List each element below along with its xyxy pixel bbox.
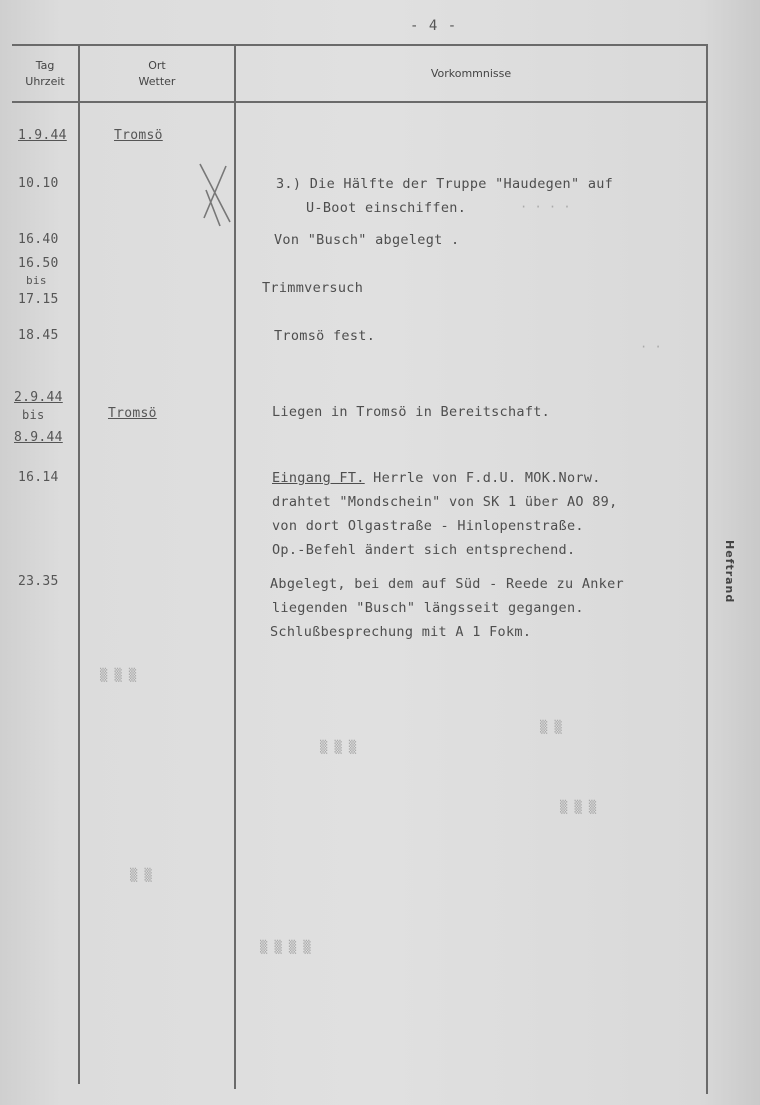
entry-6-line-4: Op.-Befehl ändert sich entsprechend. xyxy=(272,542,576,558)
row-time-11: 16.14 xyxy=(18,470,59,485)
row-time-9: bis xyxy=(22,408,45,422)
header-weather-label: Wetter xyxy=(138,75,176,88)
entry-6-line-1 xyxy=(272,470,601,486)
show-through-mark: ▒ ▒ ▒ xyxy=(320,740,357,754)
entry-1-line-2: U-Boot einschiffen. xyxy=(306,200,467,216)
entry-6-line-1-text: Herrle von F.d.U. MOK.Norw. xyxy=(364,470,601,486)
entry-5: Liegen in Tromsö in Bereitschaft. xyxy=(272,404,551,420)
row-time-1: 1.9.44 xyxy=(18,128,67,143)
header-bottom-border xyxy=(12,101,708,103)
show-through-mark: ▒ ▒ ▒ xyxy=(560,800,597,814)
entry-7-line-2: liegenden "Busch" längsseit gegangen. xyxy=(272,600,584,616)
row-place-8: Tromsö xyxy=(108,406,157,421)
show-through-mark: ▒ ▒ ▒ ▒ xyxy=(260,940,311,954)
row-time-6: 17.15 xyxy=(18,292,59,307)
entry-4: Tromsö fest. xyxy=(274,328,376,344)
entry-2: Von "Busch" abgelegt . xyxy=(274,232,460,248)
show-through-mark: ▒ ▒ xyxy=(540,720,562,734)
row-time-7: 18.45 xyxy=(18,328,59,343)
show-through-mark: · · · · xyxy=(520,200,571,214)
entry-7-line-3: Schlußbesprechung mit A 1 Fokm. xyxy=(270,624,532,640)
row-time-5: bis xyxy=(26,274,47,287)
entry-3: Trimmversuch xyxy=(262,280,364,296)
header-time-label: Uhrzeit xyxy=(25,75,65,88)
header-day-label: Tag xyxy=(35,59,55,72)
entry-6-prefix: Eingang FT. xyxy=(272,470,365,486)
header-place-label: Ort xyxy=(148,59,166,72)
entry-7-line-1: Abgelegt, bei dem auf Süd - Reede zu Anker xyxy=(270,576,624,592)
header-events xyxy=(236,66,706,82)
row-time-2: 10.10 xyxy=(18,176,59,191)
row-place-1: Tromsö xyxy=(114,128,163,143)
entry-6-line-2: drahtet "Mondschein" von SK 1 über AO 89, xyxy=(272,494,618,510)
show-through-mark: ▒ ▒ ▒ xyxy=(100,668,137,682)
show-through-mark: ▒ ▒ xyxy=(130,868,152,882)
header-day-time xyxy=(12,58,78,90)
handwritten-cross-mark xyxy=(196,160,236,230)
right-border xyxy=(706,44,708,1094)
row-time-4: 16.50 xyxy=(18,256,59,271)
column-divider-1 xyxy=(78,44,80,1084)
row-time-10: 8.9.44 xyxy=(14,430,63,445)
header-events-label: Vorkommnisse xyxy=(430,67,512,80)
header-place-weather xyxy=(80,58,234,90)
entry-6-line-3: von dort Olgastraße - Hinlopenstraße. xyxy=(272,518,584,534)
margin-label: Heftrand xyxy=(723,540,736,604)
page-number: - 4 - xyxy=(410,18,458,34)
show-through-mark: · · xyxy=(640,340,662,354)
row-time-3: 16.40 xyxy=(18,232,59,247)
table-top-border xyxy=(12,44,708,46)
row-time-8: 2.9.44 xyxy=(14,390,63,405)
row-time-12: 23.35 xyxy=(18,574,59,589)
entry-1-line-1: 3.) Die Hälfte der Truppe "Haudegen" auf xyxy=(276,176,614,192)
